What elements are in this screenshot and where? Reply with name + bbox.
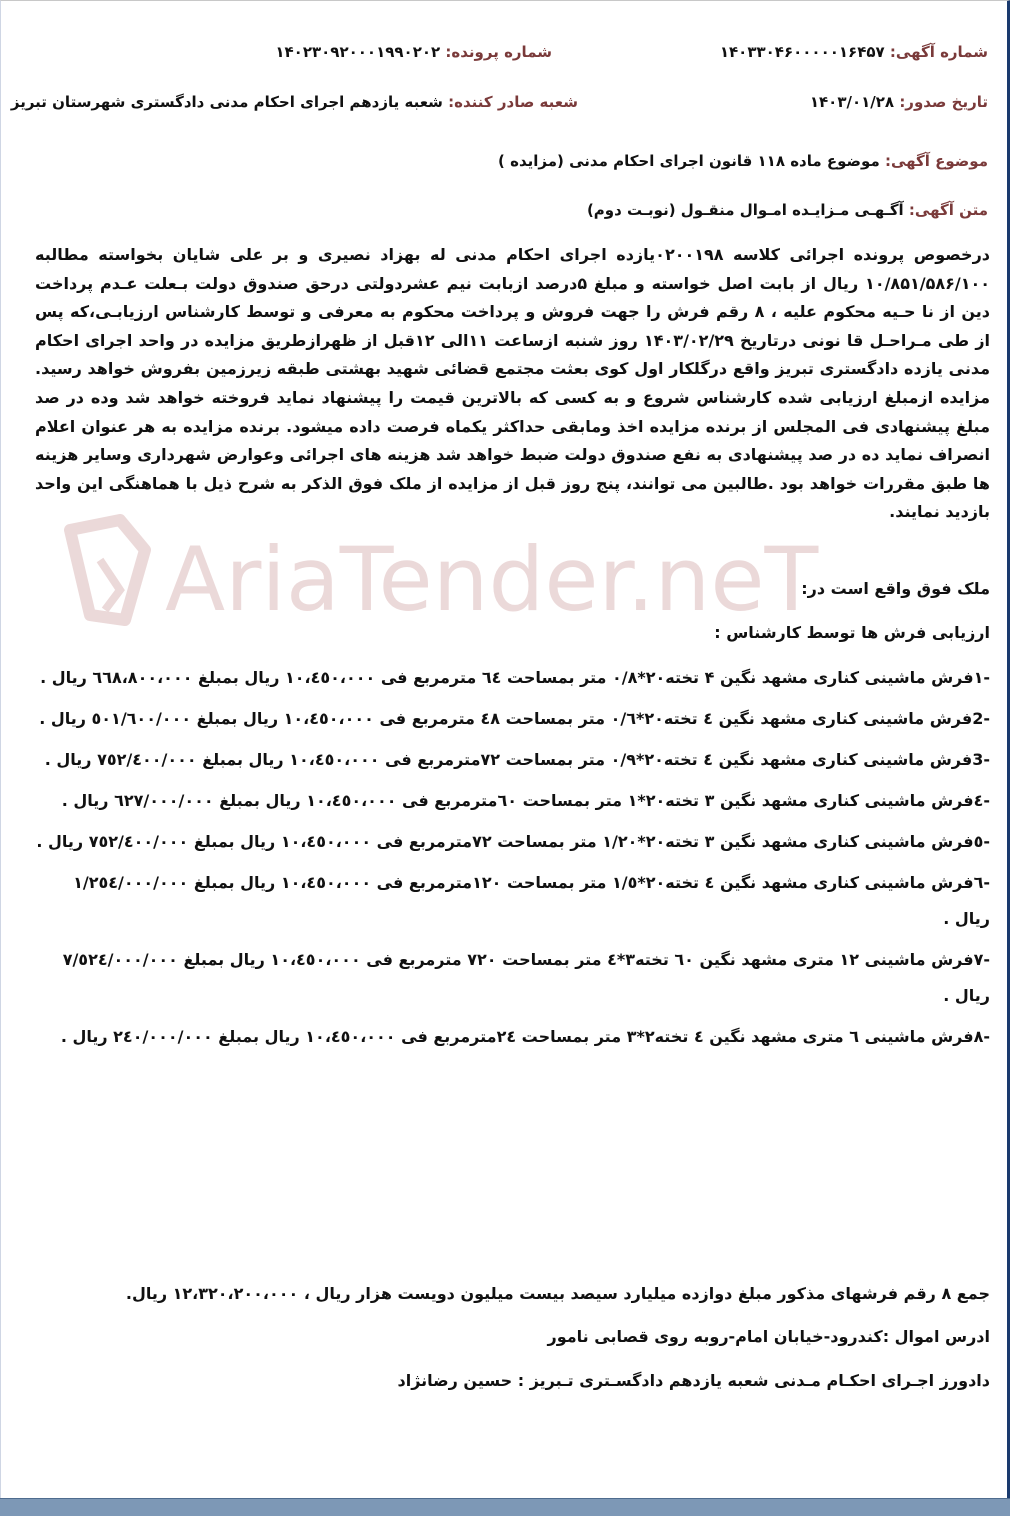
- watermark-text: AriaTender.neT: [165, 528, 819, 631]
- text-title-row: [587, 201, 988, 219]
- list-item: -2فرش ماشینی کناری مشهد نگین ٤ تخته۲۰*۰/٦ متر بمساحت ٤٨ مترمربع فی ۱۰،٤٥۰،۰۰۰ ریال بمبلغ ٥۰۱/٦۰۰/۰۰۰ ریال .: [39, 709, 990, 728]
- bottom-bar: [0, 1498, 1010, 1516]
- issue-date-value: ۱۴۰۳/۰۱/۲۸: [809, 93, 895, 111]
- issue-date-label: تاریخ صدور:: [899, 93, 988, 111]
- ad-number-label: شماره آگهی:: [889, 43, 988, 61]
- file-number-row: [275, 43, 552, 61]
- list-item: -۱فرش ماشینی کناری مشهد نگین ۴ تخته۲۰*۰/۸ متر بمساحت ٦٤ مترمربع فی ۱۰،٤٥۰،۰۰۰ ریال بمبلغ ٦٦٨،٨۰۰،۰۰۰ ریال .: [40, 668, 990, 687]
- appraisal-heading: ارزیابی فرش ها توسط کارشناس :: [714, 623, 990, 642]
- property-heading: ملک فوق واقع است در:: [801, 579, 990, 598]
- subject-value: موضوع ماده ۱۱۸ قانون اجرای احکام مدنی (مزایده ): [498, 152, 880, 170]
- issuer-label: شعبه صادر کننده:: [448, 93, 578, 111]
- list-item: -٤فرش ماشینی کناری مشهد نگین ۳ تخته۲۰*۱ متر بمساحت ٦۰مترمربع فی ۱۰،٤٥۰،۰۰۰ ریال بمبلغ ٦۲۷/۰۰۰/۰۰۰ ریال .: [61, 791, 990, 810]
- ad-number-value: ۱۴۰۳۳۰۴۶۰۰۰۰۰۱۶۴۵۷: [719, 43, 885, 61]
- signature-line: دادورز اجـرای احکـام مـدنی شعبه یازدهم دادگسـتری تـبریز : حسین رضانژاد: [397, 1371, 990, 1390]
- list-item: -٥فرش ماشینی کناری مشهد نگین ۳ تخته۲۰*۱/۲۰ متر بمساحت ۷۲مترمربع فی ۱۰،٤٥۰،۰۰۰ ریال بمبلغ ۷٥۲/٤۰۰/۰۰۰ ریال .: [36, 832, 990, 851]
- total-line: جمع ۸ رقم فرشهای مذکور مبلغ دوازده میلیارد سیصد بیست میلیون دویست هزار ریال ، ۱۲،۳۲۰،۲۰۰،۰۰۰ ریال.: [125, 1284, 990, 1303]
- ad-number-row: [720, 43, 988, 61]
- subject-row: [498, 152, 988, 170]
- notice-paragraph: درخصوص پرونده اجرائی کلاسه ۰۲۰۰۱۹۸یازده اجرای احکام مدنی له بهزاد نصیری و بر علی شایان بخواسته مطالبه ۱۰/۸۵۱/۵۸۶/۱۰۰ ریال از بابت اصل خواسته و مبلغ ۵درصد ازبابت نیم عشردولتی درحق صندوق دولت بـعلت عـدم پرداخت دین از نا حـیه محکوم علیه ، ۸ رقم فرش را جهت فروش و پرداخت محکوم به معرفی و توسط کارشناس ارزیابـی،که پس از طی مـراحـل قا نونی درتاریخ ۱۴۰۳/۰۲/۲۹ روز شنبه ازساعت ۱۱الی ۱۲قبل از ظهرازطریق مزایده در واحد اجرای احکام مدنی یازده دادگستری تبریز واقع درگلکار اول کوی بعثت مجتمع قضائی شهید بهشتی طبقه زیرزمین بفروش خواهد رسید. مزایده ازمبلغ ارزیابی شده کارشناس شروع و به کسی که بالاترین قیمت را پیشنهاد نماید فروخته خواهد شد وده در صد مبلغ پیشنهادی فی المجلس از برنده مزایده اخذ ومابقی حداکثر یکماه فرصت داده میشود. برنده مزایده به هر عنوان اعلام انصراف نماید ده در صد پیشنهادی به نفع صندوق دولت ضبط خواهد شد هزینه های اجرائی وعوارض شهرداری وسایر هزینه ها طبق مقررات خواهد بود .طالبین می توانند، پنج روز قبل از مزایده از ملک فوق الذکر به شرح ذیل با هماهنگی این واحد بازدید نمایند.: [35, 245, 991, 522]
- subject-label: موضوع آگهی:: [884, 152, 988, 170]
- list-item: -۷فرش ماشینی ۱۲ متری مشهد نگین ٦۰ تخته۳*٤ متر بمساحت ۷۲۰ مترمربع فی ۱۰،٤٥۰،۰۰۰ ریال بمبلغ ۷/٥۲٤/۰۰۰/۰۰۰ ریال .: [62, 950, 990, 1005]
- text-title: آگـهـی مـزایـده امـوال منقـول (نوبـت دوم): [586, 201, 904, 219]
- file-number-label: شماره پرونده:: [445, 43, 552, 61]
- list-item: -۸فرش ماشینی ٦ متری مشهد نگین ٤ تخته۲*۳ متر بمساحت ۲٤مترمربع فی ۱۰،٤٥۰،۰۰۰ ریال بمبلغ ۲٤۰/۰۰۰/۰۰۰ ریال .: [60, 1027, 990, 1046]
- file-number-value: ۱۴۰۲۳۰۹۲۰۰۰۱۹۹۰۲۰۲: [275, 43, 441, 61]
- carpet-list: [35, 660, 990, 1060]
- issue-date-row: [810, 93, 988, 111]
- list-item: -٦فرش ماشینی کناری مشهد نگین ٤ تخته۲۰*۱/٥ متر بمساحت ۱۲۰مترمربع فی ۱۰،٤٥۰،۰۰۰ ریال بمبلغ ۱/۲٥٤/۰۰۰/۰۰۰ ریال .: [73, 873, 990, 928]
- list-item: -3فرش ماشینی کناری مشهد نگین ٤ تخته۲۰*۰/۹ متر بمساحت ۷۲مترمربع فی ۱۰،٤٥۰،۰۰۰ ریال بمبلغ ۷٥۲/٤۰۰/۰۰۰ ریال .: [44, 750, 990, 769]
- issuer-row: [11, 93, 578, 111]
- issuer-value: شعبه یازدهم اجرای احکام مدنی دادگستری شهرستان تبریز: [10, 93, 443, 111]
- address-line: ادرس اموال :کندرود-خیابان امام-روبه روی قصابی نامور: [547, 1327, 990, 1346]
- text-label: متن آگهی:: [908, 201, 988, 219]
